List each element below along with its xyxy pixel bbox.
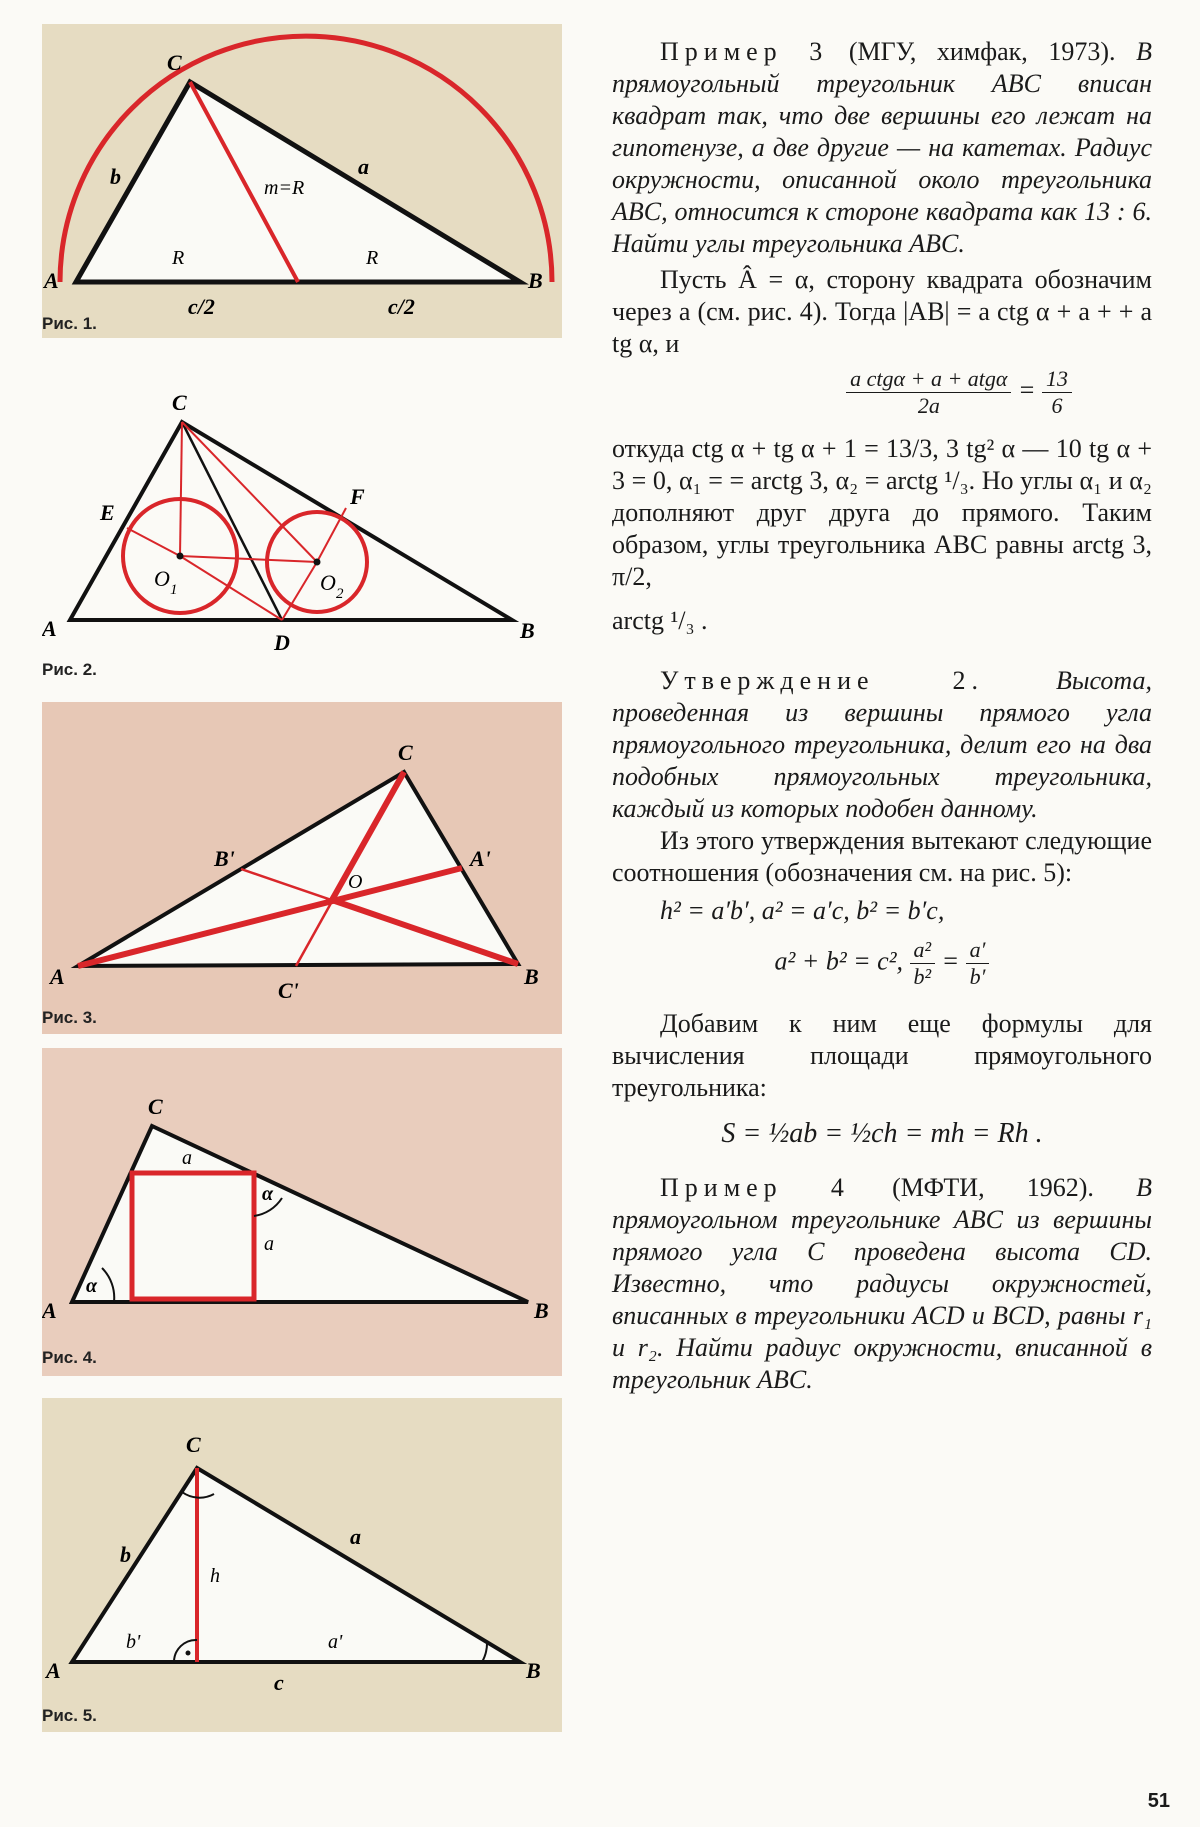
fig3-B: B [524,964,539,989]
fig1-R1: R [172,247,185,269]
rel-num-1: a² [910,937,936,964]
example-3 [612,36,1152,260]
fig2-B: B [520,618,535,643]
fig5-B: B [526,1658,541,1683]
page-number: 51 [1147,1790,1170,1812]
example-3-solution-1: Пусть Â = α, сторону квадрата обозначим через a (см. рис. 4). Тогда |AB| = a ctg α + a + + a tg α, и [612,265,1152,358]
statement-2 [612,665,1152,825]
fig3-A1: A' [470,846,491,871]
fig4-a-side: a [264,1233,274,1255]
example-3-source: (МГУ, химфак, 1973). [848,37,1116,66]
fig1-B: B [528,268,543,293]
fig4-a-top: a [182,1147,192,1169]
example-3-heading: Пример 3 [660,37,829,66]
fig1-C: C [167,50,182,75]
fig2-O1-sub: 1 [170,582,178,598]
fig4-alpha-A: α [86,1275,98,1297]
figure-2-caption: Рис. 2. [42,660,97,679]
fig4-C: C [148,1094,163,1119]
ex3-frac-num: a ctgα + a + atgα [846,366,1011,393]
fig1-R2: R [366,247,379,269]
example-3-fraction [612,366,1152,419]
fig1-c1: c/2 [188,294,215,319]
figure-5-drawing [42,1398,562,1738]
example-4-source: (МФТИ, 1962). [892,1173,1094,1202]
fig2-O2-sub: 2 [336,586,344,602]
fig1-A: A [44,268,59,293]
example-4 [612,1172,1152,1396]
fig2-O1: O [154,566,170,591]
fig5-b-prime: b' [126,1631,141,1653]
ex3-frac-r-num: 13 [1042,366,1072,393]
fig5-C: C [186,1432,201,1457]
fig3-B1: B' [214,846,235,871]
figure-1 [42,24,562,344]
fig5-A: A [46,1658,61,1683]
fig3-C: C [398,740,413,765]
ex3-frac-den: 2a [917,393,940,418]
fig4-A: A [42,1298,57,1323]
fig3-O: O [348,871,363,893]
figure-1-caption: Рис. 1. [42,314,97,333]
figure-4 [42,1048,562,1376]
figure-2 [42,380,562,680]
rel-den-2: b′ [969,964,986,989]
fig5-b: b [120,1542,131,1567]
fig2-D: D [274,630,290,655]
fig1-m: m=R [264,177,305,199]
rel-eq: = [941,946,960,976]
fig4-B: B [534,1298,549,1323]
figure-5 [42,1398,562,1738]
figure-4-drawing [42,1048,562,1376]
figure-3-caption: Рис. 3. [42,1008,97,1027]
fig1-a: a [358,154,369,179]
example-4-heading: Пример 4 [660,1173,850,1202]
ex3-frac-r-den: 6 [1051,393,1063,418]
figure-5-caption: Рис. 5. [42,1706,97,1725]
text-column [612,36,1152,1396]
fig2-E: E [100,500,115,525]
fig1-c2: c/2 [388,294,415,319]
example-3-body: В прямоугольный треугольник ABC вписан квадрат так, что две вершины его лежат на гипотенузе, а две другие — на катетах. Радиус окружности, описанной около треугольника ABC, относится к стороне квадрата как 13 : 6. Найти углы треугольника ABC. [612,37,1152,258]
relations-line-1: h² = a′b′, a² = a′c, b² = b′c, [660,896,945,925]
ex3-frac-eq: = [1017,375,1036,405]
fig2-O2: O [320,570,336,595]
fig5-a-prime: a' [328,1631,343,1653]
figure-4-caption: Рис. 4. [42,1348,97,1367]
fig2-F: F [350,484,365,509]
relations-pythagoras: a² + b² = c², [774,946,904,976]
fig4-alpha-sq: α [262,1183,274,1205]
rel-den-1: b² [913,964,932,989]
fig5-h: h [210,1565,220,1587]
fig5-c: c [274,1670,284,1695]
figure-3 [42,702,562,1034]
fig1-b: b [110,164,121,189]
figure-1-drawing [42,24,562,344]
fig2-A: A [42,616,57,641]
statement-2-heading: Утверждение 2. [660,666,985,695]
rel-num-2: a′ [966,937,990,964]
fig5-a: a [350,1524,361,1549]
statement-2-follow: Из этого утверждения вытекают следующие соотношения (обозначения см. на рис. 5): [612,826,1152,887]
relations-line-2 [612,937,1152,990]
area-intro: Добавим к ним еще формулы для вычисления площади прямоугольного треугольника: [612,1009,1152,1102]
fig3-C1: C' [278,978,299,1003]
statement-2-body: Высота, проведенная из вершины прямого угла прямоугольного треугольника, делит его на два подобных прямоугольных треугольника, каждый из которых подобен данному. [612,666,1152,823]
example-3-solution-3: arctg ¹/₃ . [612,606,708,635]
fig2-C: C [172,390,187,415]
example-4-body: В прямоугольном треугольнике ABC из вершины прямого угла C проведена высота CD. Известно, что радиусы окружностей, вписанных в треугольники ACD и BCD, равны r₁ и r₂. Найти радиус окружности, вписанной в треугольник ABC. [612,1173,1153,1394]
example-3-solution-2: откуда ctg α + tg α + 1 = 13/3, 3 tg² α — 10 tg α + 3 = 0, α₁ = = arctg 3, α₂ = arctg ¹/₃. Но углы α₁ и α₂ дополняют друг друга до прямого. Таким образом, углы треугольника ABC равны arctg 3, π/2, [612,434,1152,591]
figure-2-drawing [42,380,562,680]
figure-3-drawing [42,702,562,1034]
fig3-A: A [50,964,65,989]
area-formula: S = ½ab = ½ch = mh = Rh . [721,1118,1043,1149]
